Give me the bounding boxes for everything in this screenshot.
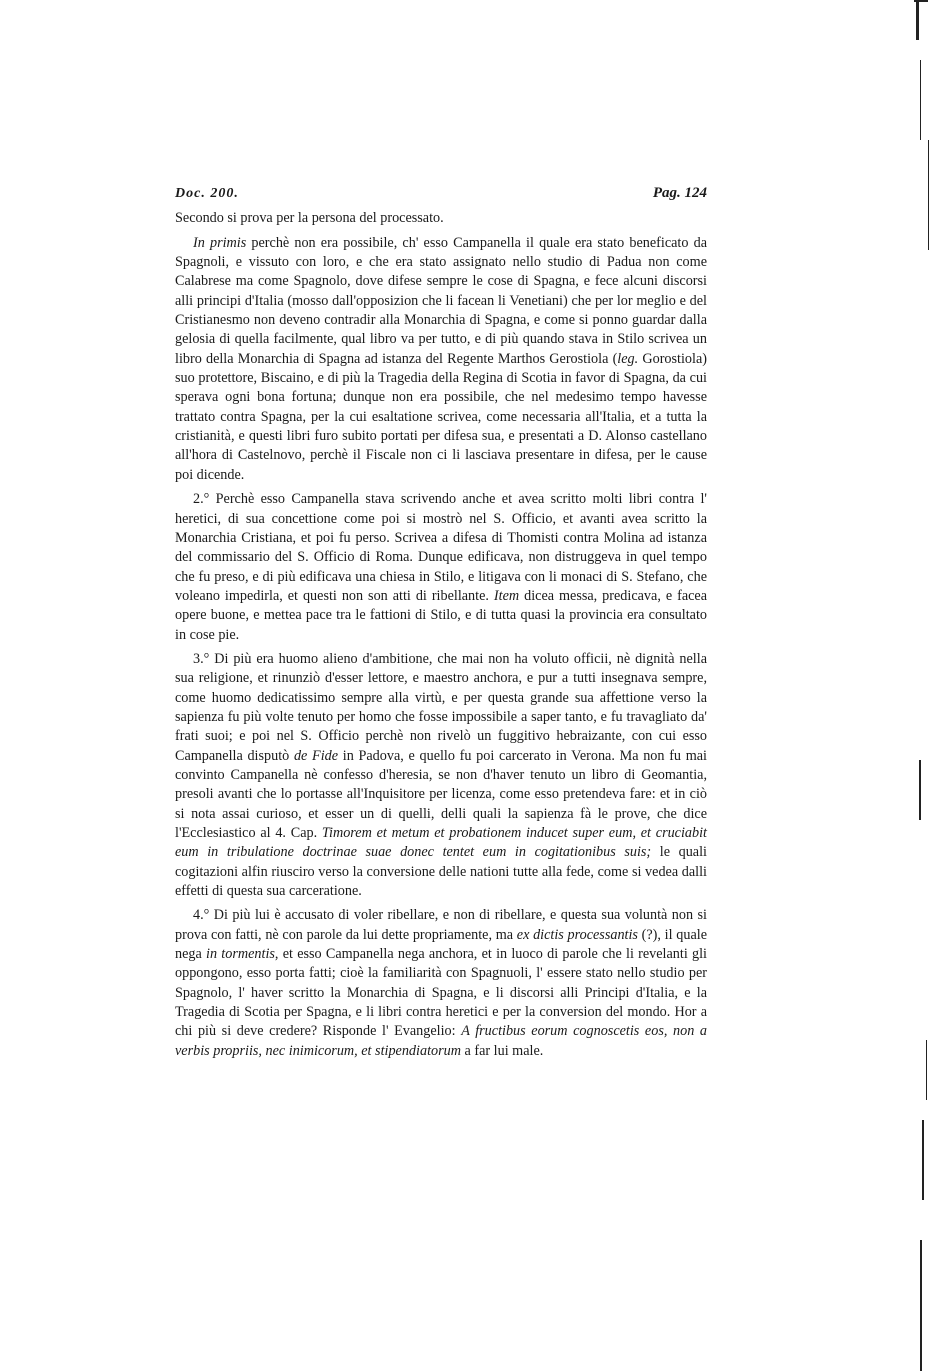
text-segment: perchè non era possibile, ch' esso Campanella il quale era stato beneficato da Spagnoli, e vissuto con loro, e che era stato assignato nello studio di Padua non come Calabrese ma come Spagnolo, dove difese sempre le cose di Spagna, e fece alcuni discorsi alli principi d'Italia (mosso dall'opposizion che li facean li Venetiani) che per lor meglio e del Cristianesmo non deveno contradir alla Monarchia di Spagna, e come si ponno guardar dalla gelosia di quella facilmente, qual libro va per tutto, e di più quando stava in Stilo scrivea un libro della Monarchia di Spagna ad istanza del Regente Marthos Gerostiola ( [175, 234, 707, 367]
scan-edge-mark [919, 760, 921, 820]
document-page [175, 184, 707, 1061]
italic-text: In primis [193, 234, 247, 251]
italic-text: de Fide [293, 747, 339, 764]
scan-edge-mark [914, 0, 928, 2]
text-segment: , et esso Campanella nega anchora, et in luoco di parole che li revelanti gli oppongono, esso porta fatti; cioè la familiarità con Spagnuoli, l' essere stato nello studio per Spagnolo, l' haver scritto la Monarchia di Spagna, e li discorsi alli Principi d'Italia, e la Tragedia di Scotia per Spagna, e li libri contra heretici e per la conversion del mondo. Hor a chi più si deve credere? Risponde l' Evangelio: [175, 946, 707, 1040]
scan-edge-mark [922, 1120, 924, 1200]
scan-edge-mark [920, 1240, 922, 1371]
text-segment: 4.° Di più lui è accusato di voler ribellare, e non di ribellare, e questa sua voluntà non si prova con fatti, nè con parole da lui dette propriamente, ma [175, 907, 707, 943]
text-segment: (?), il quale nega [175, 926, 707, 963]
text-segment: 2.° Perchè esso Campanella stava scrivendo anche et avea scritto molti libri contra l' heretici, di sua concettione come poi si mostrò nel S. Officio, et avanti avea scritto la Monarchia Cristiana, et poi fu perso. Scrivea a difesa di Thomisti contra Molina ad istanza del commissario del S. Officio di Roma. Dunque edificava, non distruggeva in quel tempo che fu preso, e di più edificava una chiesa in Stilo, e litigava con li monaci di S. Stefano, che voleano impedirla, et questi non son atti di ribellante. [175, 491, 707, 604]
document-reference: Doc. 200. [175, 186, 239, 201]
text-segment: 3.° Di più era huomo alieno d'ambitione, che mai non ha voluto officii, nè dignità nella sua religione, et rinunziò d'esser lettore, e maestro anchora, e pur a tutti insegnava sempre, come huomo dedicatissimo sempre alla virtù, e per questa grande sua affettione verso la sapienza fu più volte tenuto per homo che fosse impossibile a saper tanto, e fu travagliato da' frati suoi; e poi nel S. Officio perchè non rivelò un fuggitivo hebraizante, con cui esso Campanella disputò [175, 650, 707, 764]
paragraph [175, 906, 707, 1061]
paragraph [175, 234, 707, 485]
scan-edge-mark [928, 140, 929, 250]
paragraph [175, 209, 707, 228]
paragraph [175, 650, 707, 901]
scan-edge-mark [920, 60, 921, 140]
italic-text: in tormentis [206, 946, 275, 963]
text-segment: le quali cogitazioni alfin riusciro verso la conversione delle nationi tutte alla fede, come si vedea dalli effetti di questa sua carceratione. [175, 844, 707, 900]
italic-text: A fructibus eorum cognoscetis eos, non a verbis propriis, nec inimicorum, et stipendiatorum [175, 1023, 707, 1059]
paragraph [175, 490, 707, 645]
italic-text: Timorem et metum et probationem inducet super eum, et cruciabit eum in tribulatione doctrinae suae donec tentet eum in cogitationibus suis; [175, 825, 707, 861]
italic-text: leg. [617, 350, 639, 367]
italic-text: Item [493, 587, 520, 604]
running-head [175, 184, 707, 203]
page-number: Pag. 124 [652, 185, 707, 201]
text-segment: a far lui male. [460, 1042, 544, 1059]
body-text [175, 209, 707, 1061]
italic-text: ex dictis processantis [516, 926, 638, 943]
text-segment: Gorostiola) suo protettore, Biscaino, e di più la Tragedia della Regina di Scotia in favor di Spagna, da cui sperava ogni bona fortuna; dunque non era possibile, che nel medesimo tempo havesse trattato contra Spagna, per la cui esaltatione scrivea, come necessaria all'Italia, et a tutta la cristianità, e questi libri furo subito portati per difesa sua, e presentati a D. Alonso castellano all'hora di Castelnovo, perchè il Fiscale non ci li lasciava presentare in difesa, per le cause poi dicende. [175, 350, 707, 483]
scan-edge-mark [916, 0, 919, 40]
text-segment: Secondo si prova per la persona del processato. [175, 210, 444, 227]
scan-edge-mark [926, 1040, 927, 1100]
scan-margin-edge [906, 0, 946, 1371]
text-segment: in Padova, e quello fu poi carcerato in Verona. Ma non fu mai convinto Campanella nè confesso d'heresia, se non d'haver tenuto un libro di Geomantia, presoli avanti che lo portasse all'Inquisitore per licenza, come esso pretendeva fare: et in ciò si nota assai curioso, et esser un di quelli, delli quali la sapienza fà le prove, che dice l'Ecclesiastico al 4. Cap. [175, 747, 707, 841]
text-segment: dicea messa, predicava, e facea opere buone, e mettea pace tra le fattioni di Stilo, e di tutta quasi la provincia era consultato in cose pie. [175, 587, 708, 643]
